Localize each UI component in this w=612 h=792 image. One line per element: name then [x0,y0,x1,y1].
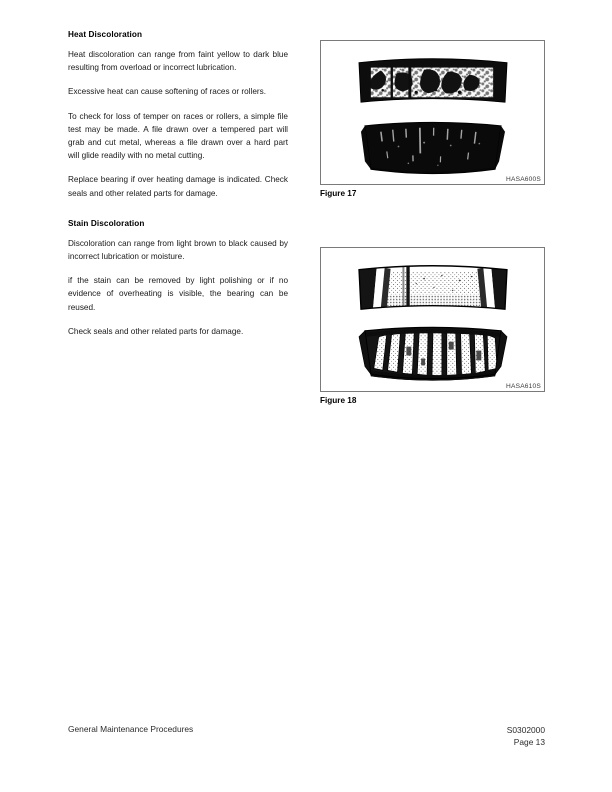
figure-18-caption: Figure 18 [320,396,357,405]
paragraph: Replace bearing if over heating damage is indicated. Check seals and other related parts for damage. [68,175,288,198]
figure-18-block [320,247,545,405]
roller-cage-figure-18 [359,323,509,387]
section-heading-stain-discoloration: Stain Discoloration [68,218,145,228]
stain-discolored-bearing-illustration [321,248,544,391]
footer-document-number: S0302000 [506,725,545,735]
heat-discolored-bearing-illustration [321,41,544,184]
figure-18-code: HASA610S [506,383,541,390]
paragraph: Excessive heat can cause softening of races or rollers. [68,87,266,97]
bearing-race-figure-18 [357,265,511,313]
page-footer [68,724,545,754]
section-heading-heat-discoloration: Heat Discoloration [68,30,143,39]
paragraph: if the stain can be removed by light polishing or if no evidence of overheating is visible, the bearing can be reused. [68,276,288,312]
text-column [68,30,288,338]
footer-identifiers [507,724,545,748]
paragraph: Discoloration can range from light brown to black caused by incorrect lubrication or moisture. [68,238,288,262]
figure-17-caption: Figure 17 [320,189,357,198]
figure-17-block [320,40,545,198]
footer-page-number: Page 13 [513,737,545,747]
paragraph: Heat discoloration can range from faint yellow to dark blue resulting from overload or incorrect lubrication. [68,50,288,73]
figure-17-box [320,40,545,185]
roller-cage-figure-17 [361,120,509,179]
paragraph: To check for loss of temper on races or rollers, a simple file test may be made. A file drawn over a tempered part will grab and cut metal, whereas a file drawn over a hard part will glide readily with no metal cutting. [68,111,288,161]
bearing-race-figure-17 [357,59,509,104]
footer-section-title: General Maintenance Procedures [68,724,194,734]
figure-17-code: HASA600S [506,176,541,183]
figure-18-box [320,247,545,392]
paragraph: Check seals and other related parts for damage. [68,326,244,336]
